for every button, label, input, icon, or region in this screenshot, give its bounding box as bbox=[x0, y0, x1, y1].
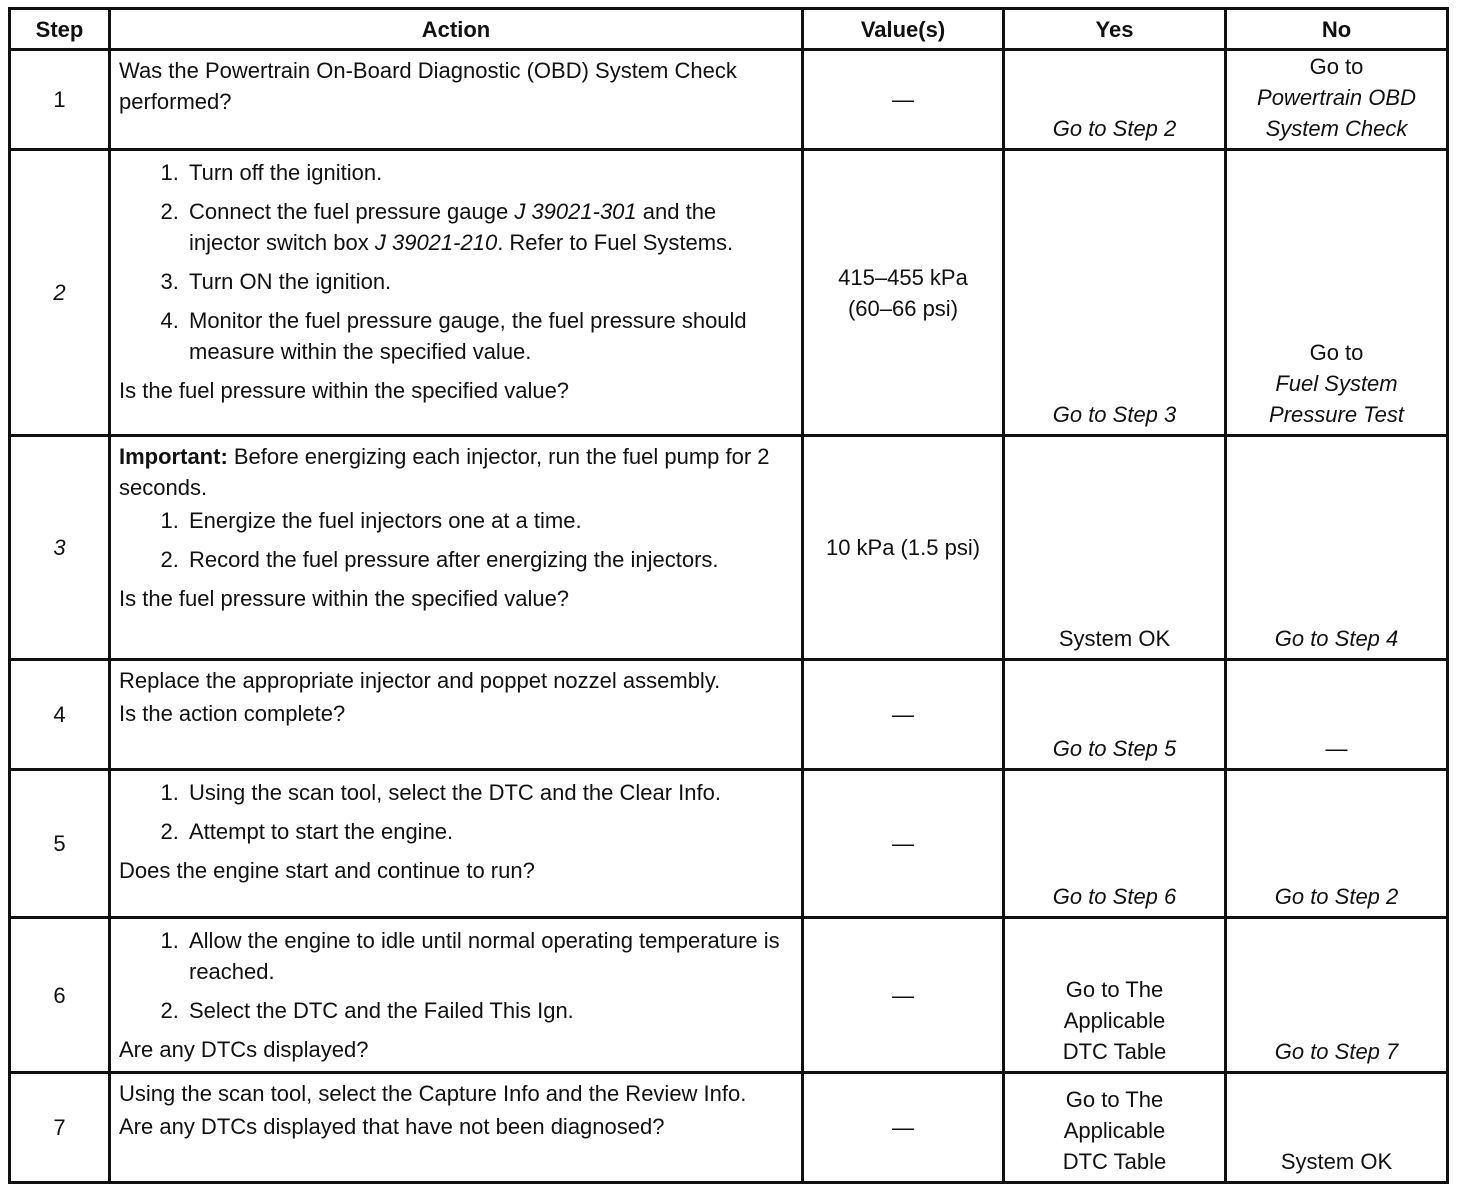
diagnostic-table bbox=[8, 7, 1449, 1184]
header-yes: Yes bbox=[1004, 9, 1226, 50]
yes-cell bbox=[1004, 770, 1226, 918]
procedure-list bbox=[119, 505, 793, 575]
value-cell bbox=[803, 150, 1004, 436]
procedure-step: 2. Select the DTC and the Failed This Ign. bbox=[185, 995, 793, 1026]
question: Are any DTCs displayed? bbox=[119, 1037, 369, 1062]
no-link[interactable]: Go to Step 7 bbox=[1274, 1039, 1399, 1064]
yes-cell bbox=[1004, 1073, 1226, 1183]
step-text: Connect the fuel pressure gauge bbox=[189, 199, 515, 224]
question: Is the fuel pressure within the specified value? bbox=[119, 586, 570, 611]
header-step: Step bbox=[10, 9, 110, 50]
yes-line-3[interactable]: DTC Table bbox=[1062, 1149, 1167, 1174]
action-text: Replace the appropriate injector and poppet nozzel assembly. bbox=[119, 668, 721, 693]
value-cell: — bbox=[803, 50, 1004, 150]
yes-cell bbox=[1004, 436, 1226, 660]
no-line-2[interactable]: Fuel System bbox=[1275, 371, 1398, 396]
action-cell bbox=[110, 918, 803, 1073]
no-cell bbox=[1226, 770, 1448, 918]
step-number: 2 bbox=[10, 150, 110, 436]
procedure-step: 2. Attempt to start the engine. bbox=[185, 816, 793, 847]
action-cell bbox=[110, 660, 803, 770]
value-cell: — bbox=[803, 1073, 1004, 1183]
step-number: 7 bbox=[10, 1073, 110, 1183]
procedure-step bbox=[185, 196, 793, 258]
procedure-step: 1. Energize the fuel injectors one at a time. bbox=[185, 505, 793, 536]
step-number: 1 bbox=[10, 50, 110, 150]
table-row-step-1 bbox=[10, 50, 1448, 150]
tool-number: J 39021-301 bbox=[514, 199, 637, 224]
no-cell bbox=[1226, 436, 1448, 660]
important-note bbox=[119, 444, 770, 500]
yes-line-2[interactable]: Applicable bbox=[1063, 1008, 1166, 1033]
procedure-step: 1. Allow the engine to idle until normal operating temperature is reached. bbox=[185, 925, 793, 987]
yes-link[interactable]: Go to Step 6 bbox=[1052, 884, 1177, 909]
table-row-step-2 bbox=[10, 150, 1448, 436]
question: Does the engine start and continue to run? bbox=[119, 858, 535, 883]
step-text: . Refer to Fuel Systems. bbox=[497, 230, 734, 255]
yes-result: System OK bbox=[1058, 626, 1171, 651]
tool-number: J 39021-210 bbox=[374, 230, 498, 255]
action-cell bbox=[110, 150, 803, 436]
procedure-step: 4. Monitor the fuel pressure gauge, the fuel pressure should measure within the specified value. bbox=[185, 305, 793, 367]
no-line-1: Go to bbox=[1309, 340, 1364, 365]
action-cell bbox=[110, 770, 803, 918]
value-line-1: 415–455 kPa bbox=[838, 264, 968, 290]
yes-line-1[interactable]: Go to The bbox=[1065, 977, 1164, 1002]
yes-cell bbox=[1004, 918, 1226, 1073]
procedure-list bbox=[119, 777, 793, 847]
table-row-step-6 bbox=[10, 918, 1448, 1073]
header-row bbox=[10, 9, 1448, 50]
question: Are any DTCs displayed that have not been diagnosed? bbox=[119, 1114, 665, 1139]
no-cell bbox=[1226, 1073, 1448, 1183]
yes-link[interactable]: Go to Step 5 bbox=[1052, 736, 1177, 761]
no-line-3[interactable]: System Check bbox=[1265, 116, 1408, 141]
no-cell bbox=[1226, 50, 1448, 150]
no-cell bbox=[1226, 150, 1448, 436]
header-values: Value(s) bbox=[803, 9, 1004, 50]
action-cell bbox=[110, 50, 803, 150]
important-label: Important: bbox=[119, 444, 228, 469]
step-number: 4 bbox=[10, 660, 110, 770]
no-line-1: Go to bbox=[1309, 54, 1364, 79]
procedure-step: 1. Turn off the ignition. bbox=[185, 157, 793, 188]
no-line-2[interactable]: Powertrain OBD bbox=[1257, 85, 1416, 110]
important-text: Before energizing each injector, run the fuel pump for 2 seconds. bbox=[119, 444, 770, 500]
header-no: No bbox=[1226, 9, 1448, 50]
table-row-step-7 bbox=[10, 1073, 1448, 1183]
procedure-step: 3. Turn ON the ignition. bbox=[185, 266, 793, 297]
step-number: 6 bbox=[10, 918, 110, 1073]
value-cell: — bbox=[803, 660, 1004, 770]
question: Is the action complete? bbox=[119, 701, 346, 726]
action-text: Was the Powertrain On-Board Diagnostic (OBD) System Check performed? bbox=[119, 58, 737, 114]
procedure-step: 2. Record the fuel pressure after energizing the injectors. bbox=[185, 544, 793, 575]
value-line-2: (60–66 psi) bbox=[847, 295, 959, 321]
step-number: 5 bbox=[10, 770, 110, 918]
no-value: — bbox=[1325, 736, 1348, 761]
header-action: Action bbox=[110, 9, 803, 50]
yes-link[interactable]: Go to Step 3 bbox=[1052, 402, 1177, 427]
table-row-step-5 bbox=[10, 770, 1448, 918]
action-cell bbox=[110, 436, 803, 660]
no-line-3[interactable]: Pressure Test bbox=[1269, 402, 1404, 427]
step-number: 3 bbox=[10, 436, 110, 660]
yes-line-2[interactable]: Applicable bbox=[1063, 1118, 1166, 1143]
procedure-step: 1. Using the scan tool, select the DTC and the Clear Info. bbox=[185, 777, 793, 808]
value-cell: 10 kPa (1.5 psi) bbox=[803, 436, 1004, 660]
value-cell: — bbox=[803, 918, 1004, 1073]
no-cell bbox=[1226, 660, 1448, 770]
step-text: and the injector switch box bbox=[189, 199, 717, 255]
yes-cell bbox=[1004, 150, 1226, 436]
no-result: System OK bbox=[1280, 1149, 1393, 1174]
yes-cell bbox=[1004, 660, 1226, 770]
action-cell bbox=[110, 1073, 803, 1183]
value-cell: — bbox=[803, 770, 1004, 918]
table-row-step-4 bbox=[10, 660, 1448, 770]
yes-cell bbox=[1004, 50, 1226, 150]
yes-line-3[interactable]: DTC Table bbox=[1062, 1039, 1167, 1064]
no-link[interactable]: Go to Step 4 bbox=[1274, 626, 1399, 651]
table-row-step-3 bbox=[10, 436, 1448, 660]
action-text: Using the scan tool, select the Capture Info and the Review Info. bbox=[119, 1081, 747, 1106]
procedure-list bbox=[119, 925, 793, 1026]
yes-line-1[interactable]: Go to The bbox=[1065, 1087, 1164, 1112]
yes-link[interactable]: Go to Step 2 bbox=[1052, 116, 1177, 141]
question: Is the fuel pressure within the specified value? bbox=[119, 378, 570, 403]
procedure-list bbox=[119, 157, 793, 367]
no-cell bbox=[1226, 918, 1448, 1073]
no-link[interactable]: Go to Step 2 bbox=[1274, 884, 1399, 909]
